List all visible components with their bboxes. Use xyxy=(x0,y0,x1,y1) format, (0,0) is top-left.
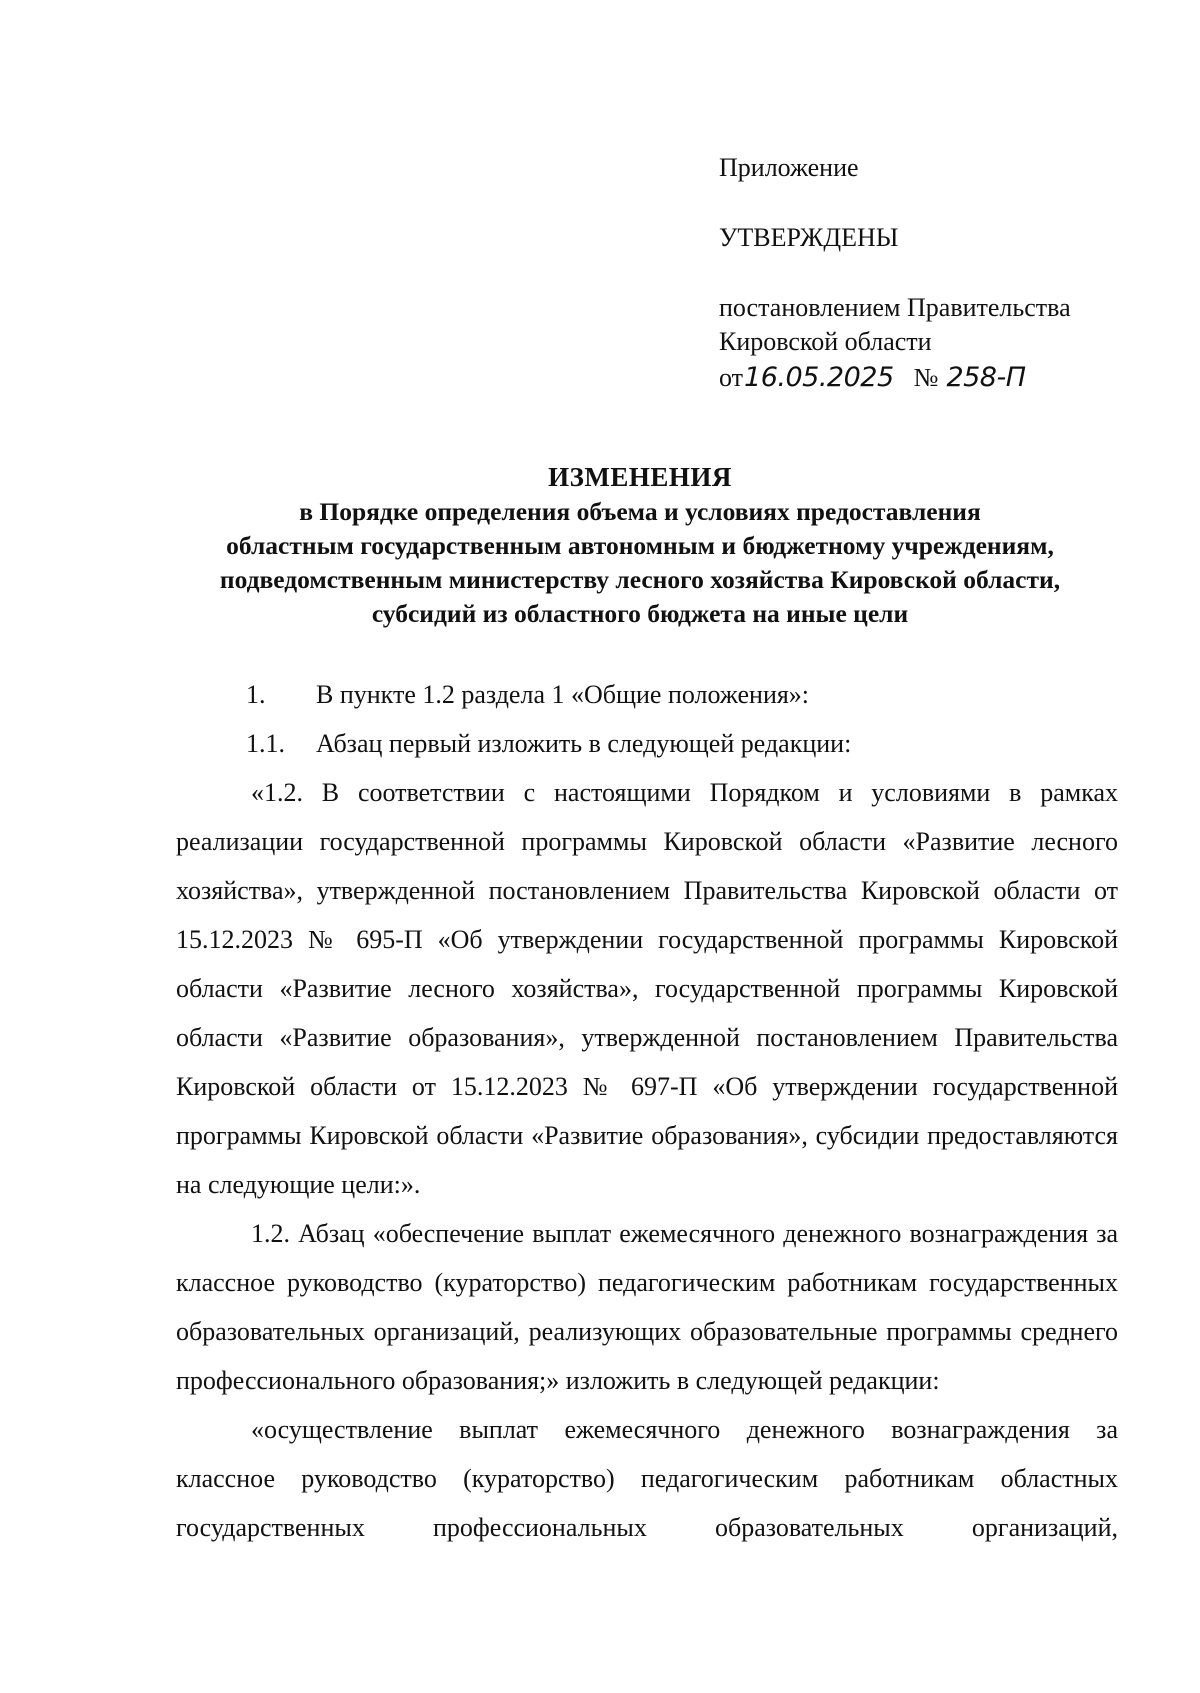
appendix-label: Приложение xyxy=(719,153,859,182)
number-sign: № xyxy=(913,363,939,392)
item-1-text: В пункте 1.2 раздела 1 «Общие положения»: xyxy=(316,680,810,709)
item-1-1 xyxy=(176,719,1118,768)
new-wording-paragraph: «осуществление выплат ежемесячного денежного вознаграждения за классное руководство (кураторство) педагогическим работникам областных государственных профессиональных образовательных организаций, xyxy=(176,1415,1118,1542)
document-body xyxy=(176,670,1118,1552)
approved-label: УТВЕРЖДЕНЫ xyxy=(719,223,899,252)
item-1 xyxy=(176,670,1118,719)
title-line-4: субсидий из областного бюджета на иные цели xyxy=(371,599,909,628)
title-line-2: областным государственным автономным и бюджетному учреждениям, xyxy=(226,531,1054,560)
item-1-2-paragraph: 1.2. Абзац «обеспечение выплат ежемесячного денежного вознаграждения за классное руководство (кураторство) педагогическим работникам государственных образовательных организаций, реализующих образовательные программы среднего профессионального образования;» изложить в следующей редакции: xyxy=(176,1219,1118,1395)
decree-line-2: Кировской области xyxy=(719,327,932,356)
item-1-number: 1. xyxy=(246,680,266,709)
handwritten-date: 16.05.2025 xyxy=(744,362,894,393)
item-1-1-number: 1.1. xyxy=(246,729,285,758)
decree-line-1: постановлением Правительства xyxy=(719,293,1071,322)
decree-date-line xyxy=(719,360,1026,396)
quoted-paragraph: «1.2. В соответствии с настоящими Порядком и условиями в рамках реализации государственной программы Кировской области «Развитие лесного хозяйства», утвержденной постановлением Правительства Кировской области от 15.12.2023 № 695-П «Об утверждении государственной программы Кировской области «Развитие лесного хозяйства», государственной программы Кировской области «Развитие образования», утвержденной постановлением Правительства Кировской области от 15.12.2023 № 697-П «Об утверждении государственной программы Кировской области «Развитие образования», субсидии предоставляются на следующие цели:». xyxy=(176,778,1118,1199)
title-line-1: в Порядке определения объема и условиях предоставления xyxy=(299,497,981,526)
title-line-3: подведомственным министерству лесного хозяйства Кировской области, xyxy=(219,565,1061,594)
document-title xyxy=(140,460,1140,631)
title-heading: ИЗМЕНЕНИЯ xyxy=(548,462,732,492)
date-prefix: от xyxy=(719,363,744,392)
handwritten-number: 258-П xyxy=(946,362,1026,393)
item-1-1-text: Абзац первый изложить в следующей редакции: xyxy=(316,729,852,758)
